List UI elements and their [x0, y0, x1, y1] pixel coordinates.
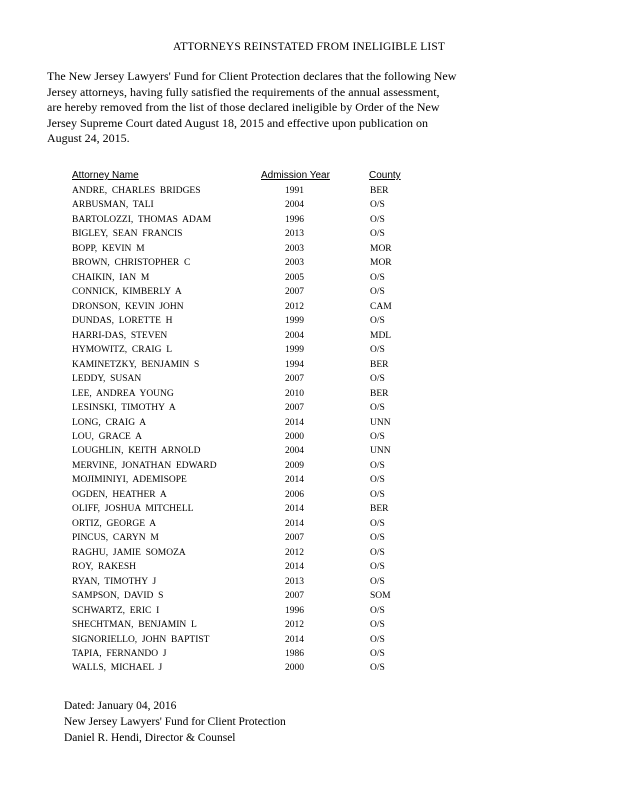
county-cell: O/S: [370, 374, 385, 385]
attorney-name-cell: CHAIKIN, IAN M: [72, 272, 150, 283]
attorney-name-cell: ARBUSMAN, TALI: [72, 200, 154, 211]
admission-year-cell: 2003: [285, 258, 304, 269]
attorney-name-cell: RYAN, TIMOTHY J: [72, 576, 157, 587]
table-row: [0, 618, 618, 632]
county-cell: O/S: [370, 287, 385, 298]
admission-year-cell: 2007: [285, 533, 304, 544]
table-row: [0, 444, 618, 458]
county-cell: O/S: [370, 316, 385, 327]
admission-year-cell: 2014: [285, 475, 304, 486]
organization-name: New Jersey Lawyers' Fund for Client Protection: [64, 716, 286, 728]
admission-year-cell: 2013: [285, 576, 304, 587]
county-cell: SOM: [370, 591, 391, 602]
county-cell: O/S: [370, 518, 385, 529]
admission-year-cell: 2014: [285, 504, 304, 515]
admission-year-cell: 2007: [285, 287, 304, 298]
admission-year-cell: 2013: [285, 229, 304, 240]
table-header: [0, 170, 618, 184]
admission-year-cell: 2014: [285, 417, 304, 428]
county-cell: O/S: [370, 620, 385, 631]
table-row: [0, 647, 618, 661]
table-row: [0, 517, 618, 531]
table-row: [0, 387, 618, 401]
table-row: [0, 531, 618, 545]
table-row: [0, 271, 618, 285]
admission-year-cell: 1986: [285, 649, 304, 659]
table-row: [0, 184, 618, 198]
table-row: [0, 473, 618, 487]
admission-year-cell: 2014: [285, 634, 304, 645]
county-cell: O/S: [370, 431, 385, 442]
county-cell: MOR: [370, 243, 392, 254]
table-row: [0, 502, 618, 516]
admission-year-cell: 2000: [285, 663, 304, 674]
attorney-name-cell: KAMINETZKY, BENJAMIN S: [72, 359, 200, 370]
admission-year-cell: 2014: [285, 518, 304, 529]
attorney-name-cell: OLIFF, JOSHUA MITCHELL: [72, 504, 194, 515]
admission-year-cell: 1994: [285, 359, 304, 370]
table-row: [0, 633, 618, 647]
attorney-name-cell: BOPP, KEVIN M: [72, 243, 145, 254]
admission-year-cell: 1996: [285, 605, 304, 616]
attorney-name-cell: MOJIMINIYI, ADEMISOPE: [72, 475, 187, 486]
admission-year-cell: 2012: [285, 301, 304, 312]
county-cell: O/S: [370, 576, 385, 587]
table-row: [0, 416, 618, 430]
attorney-name-cell: TAPIA, FERNANDO J: [72, 649, 167, 659]
county-cell: UNN: [370, 446, 391, 457]
attorney-name-cell: DRONSON, KEVIN JOHN: [72, 301, 184, 312]
table-row: [0, 300, 618, 314]
admission-year-cell: 2007: [285, 374, 304, 385]
county-cell: CAM: [370, 301, 392, 312]
county-cell: O/S: [370, 533, 385, 544]
table-row: [0, 661, 618, 675]
county-cell: MOR: [370, 258, 392, 269]
table-row: [0, 546, 618, 560]
column-header-admission-year: Admission Year: [261, 170, 330, 181]
county-cell: O/S: [370, 547, 385, 558]
county-cell: UNN: [370, 417, 391, 428]
county-cell: O/S: [370, 200, 385, 211]
page-title: ATTORNEYS REINSTATED FROM INELIGIBLE LIST: [173, 41, 445, 53]
admission-year-cell: 1991: [285, 186, 304, 196]
admission-year-cell: 2012: [285, 547, 304, 558]
county-cell: O/S: [370, 649, 385, 659]
county-cell: O/S: [370, 214, 385, 225]
admission-year-cell: 2007: [285, 403, 304, 414]
county-cell: O/S: [370, 229, 385, 240]
admission-year-cell: 2010: [285, 388, 304, 399]
admission-year-cell: 1999: [285, 345, 304, 356]
table-row: [0, 430, 618, 444]
attorney-name-cell: ANDRE, CHARLES BRIDGES: [72, 186, 201, 196]
column-header-attorney-name: Attorney Name: [72, 170, 139, 181]
county-cell: O/S: [370, 460, 385, 471]
attorney-name-cell: ROY, RAKESH: [72, 562, 136, 573]
county-cell: BER: [370, 388, 389, 399]
table-row: [0, 372, 618, 386]
attorney-table-body: [0, 184, 618, 676]
admission-year-cell: 1996: [285, 214, 304, 225]
county-cell: BER: [370, 359, 389, 370]
admission-year-cell: 2009: [285, 460, 304, 471]
table-row: [0, 256, 618, 270]
county-cell: BER: [370, 186, 389, 196]
table-row: [0, 488, 618, 502]
county-cell: O/S: [370, 605, 385, 616]
table-row: [0, 560, 618, 574]
county-cell: O/S: [370, 272, 385, 283]
admission-year-cell: 2014: [285, 562, 304, 573]
dated-line: Dated: January 04, 2016: [64, 700, 177, 712]
footer-signature-block: [64, 698, 286, 746]
attorney-name-cell: LESINSKI, TIMOTHY A: [72, 403, 176, 414]
attorney-name-cell: SIGNORIELLO, JOHN BAPTIST: [72, 634, 210, 645]
attorney-name-cell: ORTIZ, GEORGE A: [72, 518, 157, 529]
admission-year-cell: 1999: [285, 316, 304, 327]
attorney-name-cell: LOUGHLIN, KEITH ARNOLD: [72, 446, 201, 457]
attorney-name-cell: LEDDY, SUSAN: [72, 374, 142, 385]
admission-year-cell: 2004: [285, 446, 304, 457]
county-cell: O/S: [370, 634, 385, 645]
signer-line: Daniel R. Hendi, Director & Counsel: [64, 732, 236, 744]
attorney-name-cell: LOU, GRACE A: [72, 431, 142, 442]
table-row: [0, 198, 618, 212]
attorney-name-cell: SHECHTMAN, BENJAMIN L: [72, 620, 197, 631]
attorney-name-cell: HYMOWITZ, CRAIG L: [72, 345, 173, 356]
table-row: [0, 285, 618, 299]
county-cell: BER: [370, 504, 389, 515]
county-cell: O/S: [370, 345, 385, 356]
table-row: [0, 227, 618, 241]
attorney-name-cell: DUNDAS, LORETTE H: [72, 316, 173, 327]
county-cell: O/S: [370, 475, 385, 486]
table-row: [0, 575, 618, 589]
table-row: [0, 329, 618, 343]
intro-paragraph: The New Jersey Lawyers' Fund for Client Protection declares that the following New Jersey attorneys, having fully satisfied the requirements of the annual assessment, are hereby removed from the list of those declared ineligible by Order of the New Jersey Supreme Court dated August 18, 2015 and effective upon publication on August 24, 2015.: [47, 69, 457, 145]
admission-year-cell: 2012: [285, 620, 304, 631]
admission-year-cell: 2003: [285, 243, 304, 254]
attorney-name-cell: SCHWARTZ, ERIC I: [72, 605, 160, 616]
table-row: [0, 314, 618, 328]
table-row: [0, 589, 618, 603]
table-row: [0, 401, 618, 415]
attorney-name-cell: MERVINE, JONATHAN EDWARD: [72, 460, 217, 471]
attorney-name-cell: WALLS, MICHAEL J: [72, 663, 163, 674]
county-cell: O/S: [370, 663, 385, 674]
attorney-name-cell: BROWN, CHRISTOPHER C: [72, 258, 191, 269]
table-row: [0, 358, 618, 372]
admission-year-cell: 2000: [285, 431, 304, 442]
county-cell: MDL: [370, 330, 392, 341]
attorney-name-cell: LEE, ANDREA YOUNG: [72, 388, 174, 399]
attorney-name-cell: CONNICK, KIMBERLY A: [72, 287, 182, 298]
table-row: [0, 343, 618, 357]
attorney-name-cell: RAGHU, JAMIE SOMOZA: [72, 547, 186, 558]
attorney-name-cell: LONG, CRAIG A: [72, 417, 147, 428]
admission-year-cell: 2005: [285, 272, 304, 283]
attorney-name-cell: OGDEN, HEATHER A: [72, 489, 167, 500]
column-header-county: County: [369, 170, 401, 181]
admission-year-cell: 2007: [285, 591, 304, 602]
table-row: [0, 213, 618, 227]
admission-year-cell: 2006: [285, 489, 304, 500]
county-cell: O/S: [370, 403, 385, 414]
county-cell: O/S: [370, 489, 385, 500]
admission-year-cell: 2004: [285, 200, 304, 211]
attorney-name-cell: BARTOLOZZI, THOMAS ADAM: [72, 214, 212, 225]
attorney-name-cell: PINCUS, CARYN M: [72, 533, 159, 544]
county-cell: O/S: [370, 562, 385, 573]
table-row: [0, 459, 618, 473]
table-row: [0, 242, 618, 256]
table-row: [0, 604, 618, 618]
attorney-name-cell: HARRI-DAS, STEVEN: [72, 330, 168, 341]
admission-year-cell: 2004: [285, 330, 304, 341]
attorney-name-cell: SAMPSON, DAVID S: [72, 591, 164, 602]
attorney-name-cell: BIGLEY, SEAN FRANCIS: [72, 229, 183, 240]
